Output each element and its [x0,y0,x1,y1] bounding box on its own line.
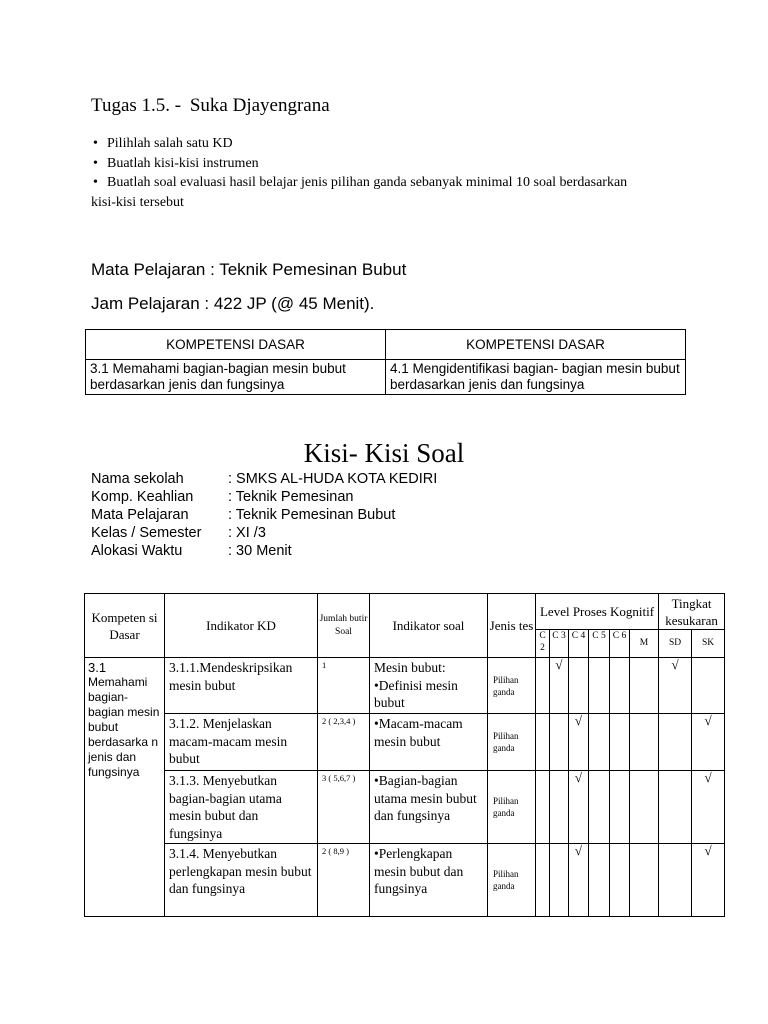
jumlah-cell: 2 ( 8,9 ) [318,844,370,917]
kd-cell: 3.1 Memahami bagian-bagian mesin bubut berdasarkan jenis dan fungsinya [86,360,386,395]
kd-cell [85,658,165,917]
kd-header: KOMPETENSI DASAR [386,330,686,360]
info-label: Komp. Keahlian [91,489,194,505]
level-cell [589,771,610,844]
school-info [91,470,437,560]
info-row [91,542,437,560]
task-continuation: kisi-kisi tersebut [91,195,184,210]
info-label: Kelas / Semester [91,525,202,541]
level-cell [630,844,659,917]
info-row [91,524,437,542]
kisi-table [84,593,725,917]
soal-cell [370,844,488,917]
level-cell [589,658,610,714]
soal-cell [370,714,488,771]
check-mark: √ [692,771,725,844]
jenis-cell: Pilihan ganda [488,771,536,844]
info-value: : SMKS AL-HUDA KOTA KEDIRI [228,471,438,487]
level-c2: C 2 [536,630,550,658]
list-item: • Buatlah kisi-kisi instrumen [91,154,681,174]
header-tingkat: Tingkat kesukaran [659,594,725,630]
header-indikator-kd: Indikator KD [165,594,318,658]
soal-cell [370,771,488,844]
level-cell [550,771,569,844]
info-value: : Teknik Pemesinan [228,489,354,505]
soal-item: • Definisi mesin bubut [374,677,483,712]
info-label: Nama sekolah [91,471,184,487]
hours-line: Jam Pelajaran : 422 JP (@ 45 Menit). [91,294,375,313]
level-cell [550,714,569,771]
jenis-cell: Pilihan ganda [488,658,536,714]
level-cell [569,658,589,714]
soal-item: • Perlengkapan mesin bubut dan fungsinya [374,845,483,898]
list-item: • Buatlah soal evaluasi hasil belajar jenis pilihan ganda sebanyak minimal 10 soal berdasarkan [91,173,681,193]
kd-table [85,329,686,395]
info-label: Mata Pelajaran [91,507,189,523]
jumlah-cell: 3 ( 5,6,7 ) [318,771,370,844]
check-mark: √ [569,714,589,771]
tingkat-sd: SD [659,630,692,658]
tingkat-sk: SK [692,630,725,658]
jenis-cell: Pilihan ganda [488,714,536,771]
header-jenis: Jenis tes [488,594,536,658]
jumlah-cell: 1 [318,658,370,714]
level-cell [589,844,610,917]
check-mark: √ [550,658,569,714]
kd-text: Memahami bagian-bagian mesin bubut berdasarka n jenis dan fungsinya [88,675,160,779]
list-item: • Pilihlah salah satu KD [91,134,681,154]
indikator-cell: 3.1.2. Menjelaskan macam-macam mesin bubut [165,714,318,771]
task-list [91,134,681,193]
level-cell [536,771,550,844]
page-title [91,95,330,117]
info-row [91,470,437,488]
kisi-title: Kisi- Kisi Soal [303,438,465,468]
info-value: : 30 Menit [228,543,292,559]
title-label: Tugas 1.5. - [91,95,182,116]
soal-item: • Bagian-bagian utama mesin bubut dan fungsinya [374,772,483,825]
subject-line: Mata Pelajaran : Teknik Pemesinan Bubut [91,260,407,279]
kd-number: 3.1 [88,660,107,675]
level-c6: C 6 [610,630,630,658]
check-mark: √ [692,714,725,771]
tingkat-cell [659,844,692,917]
level-cell [536,844,550,917]
info-value: : XI /3 [228,525,266,541]
level-c4: C 4 [569,630,589,658]
level-c3: C 3 [550,630,569,658]
indikator-cell: 3.1.3. Menyebutkan bagian-bagian utama mesin bubut dan fungsinya [165,771,318,844]
level-cell [630,714,659,771]
info-row [91,488,437,506]
header-jumlah: Jumlah butir Soal [318,594,370,658]
header-level: Level Proses Kognitif [536,594,659,630]
level-cell [536,658,550,714]
header-indikator-soal: Indikator soal [370,594,488,658]
indikator-cell: 3.1.4. Menyebutkan perlengkapan mesin bubut dan fungsinya [165,844,318,917]
kd-header: KOMPETENSI DASAR [86,330,386,360]
level-c5: C 5 [589,630,610,658]
level-cell [610,771,630,844]
check-mark: √ [569,771,589,844]
author-name: Suka Djayengrana [189,95,330,116]
soal-item: • Macam-macam mesin bubut [374,715,483,750]
level-cell [589,714,610,771]
soal-cell [370,658,488,714]
tingkat-cell [659,714,692,771]
tingkat-cell [659,771,692,844]
level-cell [610,714,630,771]
level-cell [630,771,659,844]
info-value: : Teknik Pemesinan Bubut [228,507,396,523]
tingkat-m: M [630,630,659,658]
soal-heading: Mesin bubut: [374,660,446,675]
indikator-cell: 3.1.1.Mendeskripsikan mesin bubut [165,658,318,714]
level-cell [610,844,630,917]
check-mark: √ [692,844,725,917]
jenis-cell: Pilihan ganda [488,844,536,917]
level-cell [550,844,569,917]
level-cell [610,658,630,714]
jumlah-cell: 2 ( 2,3,4 ) [318,714,370,771]
kd-cell: 4.1 Mengidentifikasi bagian- bagian mesin bubut berdasarkan jenis dan fungsinya [386,360,686,395]
tingkat-cell [692,658,725,714]
check-mark: √ [659,658,692,714]
info-row [91,506,437,524]
level-cell [630,658,659,714]
info-label: Alokasi Waktu [91,543,183,559]
level-cell [536,714,550,771]
check-mark: √ [569,844,589,917]
header-kompetensi: Kompeten si Dasar [85,594,165,658]
